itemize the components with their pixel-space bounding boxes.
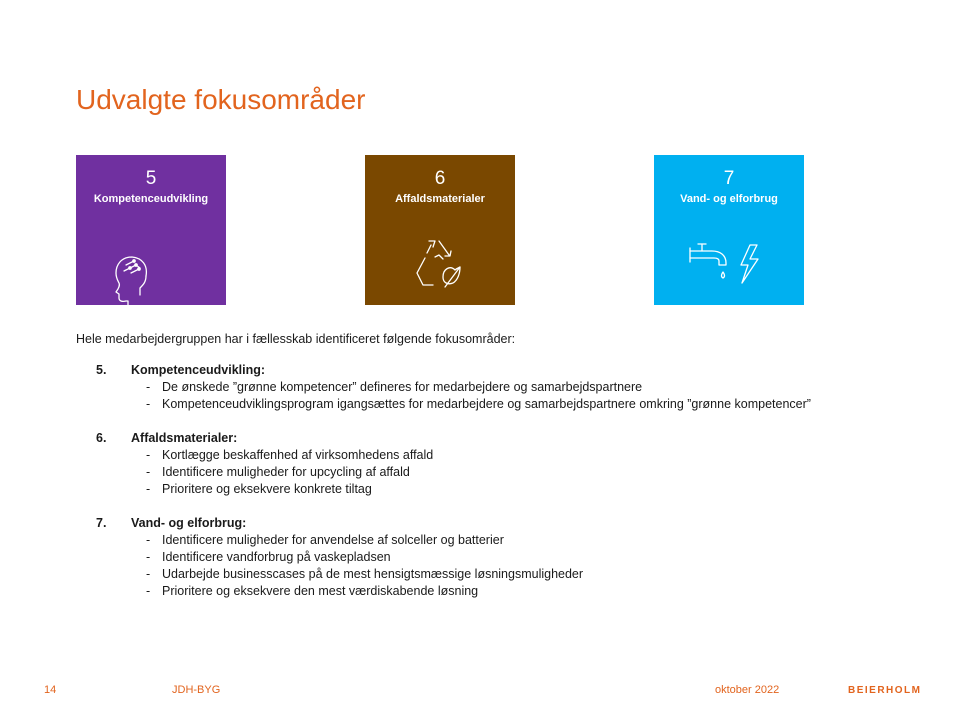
section-title: Kompetenceudvikling:: [131, 363, 266, 377]
section-affaldsmaterialer: [96, 430, 816, 498]
tile-label: Kompetenceudvikling: [93, 193, 209, 205]
footer-date: oktober 2022: [715, 684, 780, 696]
section-number: 7.: [96, 516, 107, 530]
intro-text: Hele medarbejdergruppen har i fællesskab identificeret følgende fokusområder:: [76, 332, 516, 346]
list-item: - Prioritere og eksekvere konkrete tiltag: [146, 482, 372, 496]
list-item: - Udarbejde businesscases på de mest hensigtsmæssige løsningsmuligheder: [146, 567, 584, 581]
list-item: - Kortlægge beskaffenhed af virksomhedens affald: [146, 448, 434, 462]
list-item: - Prioritere og eksekvere den mest værdiskabende løsning: [146, 584, 479, 598]
tap-lightning-icon: [654, 155, 804, 305]
tile-number: 7: [723, 168, 735, 189]
section-vand-og-elforbrug: [96, 515, 816, 600]
list-item: - Identificere muligheder for anvendelse af solceller og batterier: [146, 533, 504, 547]
list-item: - Kompetenceudviklingsprogram igangsættes for medarbejdere og samarbejdspartnere omkring ”grønne kompetencer”: [146, 397, 811, 411]
page-title: Udvalgte fokusområder: [76, 84, 366, 115]
footer-page-number: 14: [44, 684, 57, 696]
section-title: Affaldsmaterialer:: [131, 431, 238, 445]
beierholm-logo: BEIERHOLM: [848, 685, 922, 696]
section-heading: [96, 515, 816, 532]
section-number: 6.: [96, 431, 107, 445]
tile-label: Vand- og elforbrug: [680, 193, 778, 205]
section-kompetenceudvikling: [96, 362, 816, 413]
tile-label: Affaldsmaterialer: [395, 193, 485, 205]
tile-number: 5: [145, 168, 157, 189]
section-number: 5.: [96, 363, 107, 377]
bullet-list: [96, 532, 816, 600]
recycle-leaf-icon: [365, 155, 515, 305]
footer-company: JDH-BYG: [172, 684, 221, 696]
bullet-list: [96, 447, 816, 498]
head-brain-icon: [76, 155, 226, 305]
list-item: - Identificere vandforbrug på vaskepladsen: [146, 550, 391, 564]
section-heading: [96, 430, 816, 447]
list-item: - De ønskede ”grønne kompetencer” defineres for medarbejdere og samarbejdspartnere: [146, 380, 643, 394]
tile-affaldsmaterialer: [365, 155, 515, 305]
tile-number: 6: [434, 168, 446, 189]
list-item: - Identificere muligheder for upcycling af affald: [146, 465, 410, 479]
section-heading: [96, 362, 816, 379]
bullet-list: [96, 379, 816, 413]
tile-kompetenceudvikling: [76, 155, 226, 305]
tile-vand-og-elforbrug: [654, 155, 804, 305]
focus-sections: [96, 362, 816, 617]
section-title: Vand- og elforbrug:: [131, 516, 247, 530]
